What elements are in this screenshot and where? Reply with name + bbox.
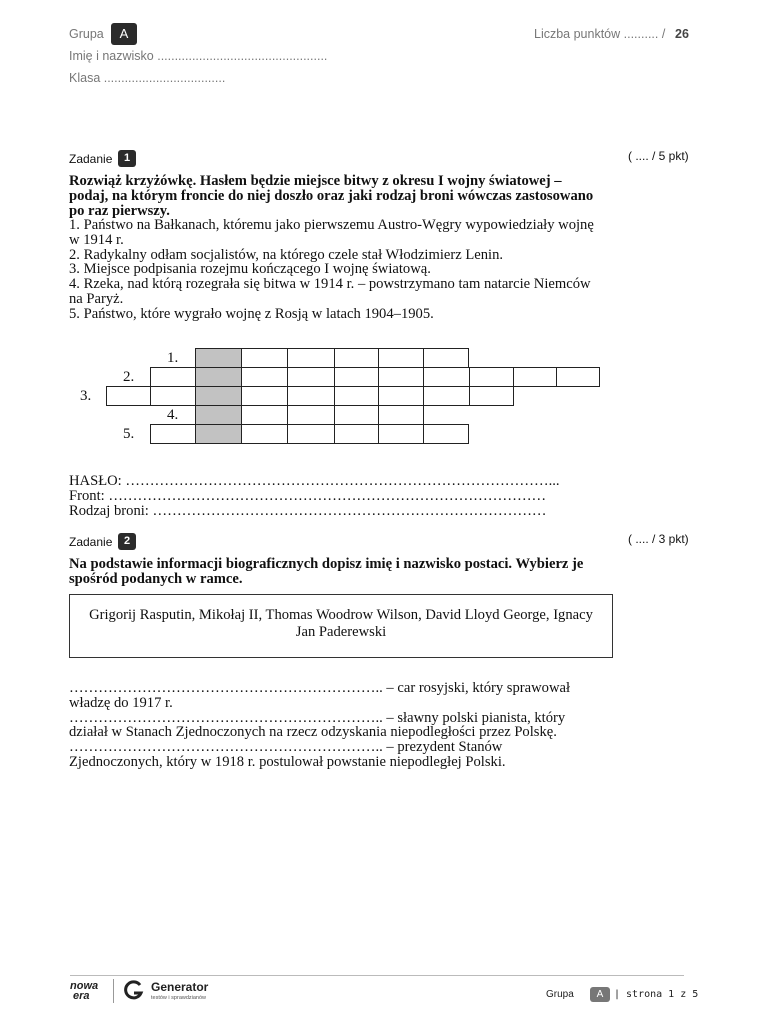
crossword-cell[interactable]: [106, 386, 151, 406]
crossword-cell[interactable]: [469, 386, 514, 406]
answer-front[interactable]: Front: ………………………………………………………………………………: [69, 487, 547, 504]
crossword-cell[interactable]: [334, 405, 379, 425]
footer-group-label: Grupa: [546, 989, 574, 1000]
task2-number-badge: 2: [118, 533, 136, 550]
logo-separator: [113, 979, 114, 1003]
task1-clues: 1. Państwo na Bałkanach, któremu jako pierwszemu Austro-Węgry wypowiedziały wojnę w 1914 r. 2. Radykalny odłam socjalistów, na którego czele stał Włodzimierz Lenin. 3. Miejsce podpisania rozejmu kończącego I wojnę światową. 4. Rzeka, nad którą rozegrała się bitwa w 1914 r. – powstrzymano tam natarcie Niemców na Paryż. 5. Państwo, które wygrało wojnę z Rosją w latach 1904–1905.: [69, 218, 629, 322]
generator-subtitle: testów i sprawdzianów: [151, 995, 207, 1001]
nowa-era-logo: nowa era: [70, 980, 99, 1002]
crossword-cell[interactable]: [287, 367, 335, 387]
crossword-cell[interactable]: [241, 348, 288, 368]
question-3[interactable]: ……………………………………………………….. – prezydent Stanów: [69, 739, 503, 756]
task2-label: Zadanie: [69, 535, 113, 549]
crossword-cell[interactable]: [150, 367, 196, 387]
points-label: Liczba punktów .......... /: [534, 27, 666, 41]
crossword-cell[interactable]: [513, 367, 557, 387]
crossword-number-4: 4.: [167, 407, 179, 423]
crossword-cell[interactable]: [378, 424, 424, 444]
crossword-cell[interactable]: [423, 424, 469, 444]
task1-label: Zadanie: [69, 152, 113, 166]
answer-haslo[interactable]: HASŁO: ……………………………………………………………………………...: [69, 473, 560, 489]
clue-2: 2. Radykalny odłam socjalistów, na którego czele stał Włodzimierz Lenin.: [69, 246, 504, 263]
crossword-cell[interactable]: [287, 348, 335, 368]
crossword-number-3: 3.: [80, 388, 92, 404]
crossword-cell[interactable]: [287, 424, 335, 444]
group-label: Grupa: [69, 27, 104, 41]
footer-group-badge: A: [590, 987, 610, 1002]
crossword-cell[interactable]: [241, 386, 288, 406]
crossword-number-2: 2.: [123, 369, 135, 385]
crossword-cell[interactable]: [334, 386, 379, 406]
crossword-cell[interactable]: [423, 386, 470, 406]
question-2[interactable]: ……………………………………………………….. – sławny polski pianista, który: [69, 709, 566, 726]
group-badge: A: [111, 23, 137, 45]
crossword-cell[interactable]: [423, 348, 469, 368]
crossword-cell[interactable]: [195, 367, 242, 387]
name-field-label: Imię i nazwisko .................................................: [69, 49, 328, 63]
crossword-cell[interactable]: [195, 386, 242, 406]
crossword-cell[interactable]: [378, 348, 424, 368]
task1-points: ( .... / 5 pkt): [628, 149, 689, 163]
clue-1: 1. Państwo na Bałkanach, któremu jako pierwszemu Austro-Węgry wypowiedziały wojnę: [69, 217, 594, 233]
task2-questions: ……………………………………………………….. – car rosyjski, który sprawował władzę do 1917 r. ……………………………………………………….. – sławny polski pianista, który działał w Stanach Zjednoczonych na rzecz odzyskania niepodległości przez Polskę. ……………………………………………………….. – prezydent Stanów Zjednoczonych, który w 1918 r. postulował powstanie niepodległej Polski.: [69, 681, 629, 770]
generator-title: Generator: [151, 980, 209, 994]
crossword-cell[interactable]: [195, 424, 242, 444]
crossword-cell[interactable]: [287, 386, 335, 406]
crossword-cell[interactable]: [287, 405, 335, 425]
footer-divider: [70, 975, 684, 976]
crossword-cell[interactable]: [556, 367, 600, 387]
task2-points: ( .... / 3 pkt): [628, 532, 689, 546]
crossword-number-5: 5.: [123, 426, 135, 442]
crossword-cell[interactable]: [334, 367, 379, 387]
crossword-cell[interactable]: [378, 386, 424, 406]
crossword-cell[interactable]: [241, 405, 288, 425]
crossword-cell[interactable]: [469, 367, 514, 387]
clue-4: 4. Rzeka, nad którą rozegrała się bitwa w 1914 r. – powstrzymano tam natarcie Niemców: [69, 276, 591, 293]
crossword-cell[interactable]: [241, 367, 288, 387]
crossword-cell[interactable]: [378, 405, 424, 425]
crossword-cell[interactable]: [334, 424, 379, 444]
generator-logo-icon: [123, 980, 145, 1002]
task2-instruction: Na podstawie informacji biograficznych dopisz imię i nazwisko postaci. Wybierz je spośród podanych w ramce.: [69, 556, 584, 587]
points-total: 26: [675, 27, 689, 41]
task1-answers: [69, 474, 629, 518]
crossword-cell[interactable]: [195, 348, 242, 368]
crossword-cell[interactable]: [334, 348, 379, 368]
clue-5: 5. Państwo, które wygrało wojnę z Rosją w latach 1904–1905.: [69, 305, 434, 322]
crossword-cell[interactable]: [195, 405, 242, 425]
question-1[interactable]: ……………………………………………………….. – car rosyjski, który sprawował: [69, 680, 571, 696]
crossword-cell[interactable]: [378, 367, 424, 387]
task1-number-badge: 1: [118, 150, 136, 167]
clue-3: 3. Miejsce podpisania rozejmu kończącego I wojnę światową.: [69, 261, 431, 278]
answer-weapon[interactable]: Rodzaj broni: ………………………………………………………………………: [69, 502, 547, 519]
task1-instruction: Rozwiąż krzyżówkę. Hasłem będzie miejsce bitwy z okresu I wojny światowej – podaj, na którym froncie do niej doszło oraz jaki rodzaj broni wówczas zastosowano po raz pierwszy.: [69, 173, 594, 219]
crossword-cell[interactable]: [241, 424, 288, 444]
page-indicator: | strona 1 z 5: [614, 989, 699, 1000]
crossword-cell[interactable]: [150, 424, 196, 444]
names-box: Grigorij Rasputin, Mikołaj II, Thomas Woodrow Wilson, David Lloyd George, Ignacy Jan Paderewski: [69, 594, 613, 658]
crossword-cell[interactable]: [150, 386, 196, 406]
crossword-number-1: 1.: [167, 350, 179, 366]
class-field-label: Klasa ...................................: [69, 71, 226, 85]
crossword-cell[interactable]: [423, 367, 470, 387]
